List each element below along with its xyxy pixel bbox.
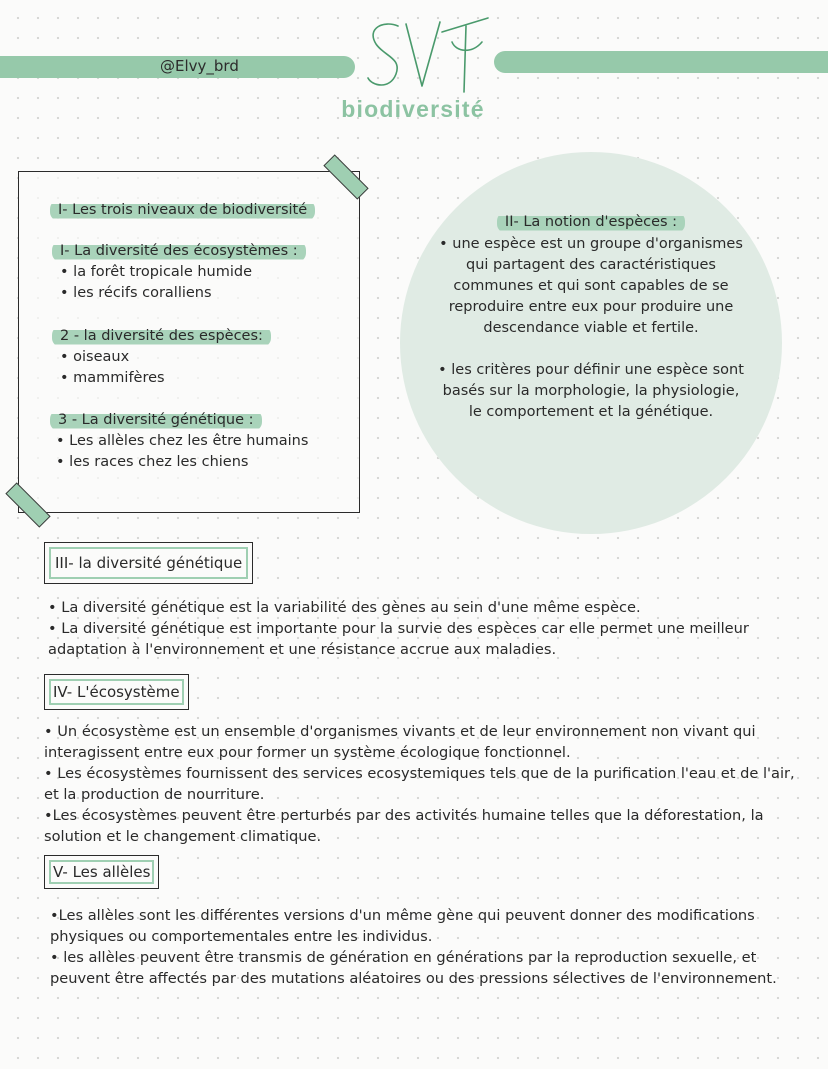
list-item: • les races chez les chiens [56, 454, 249, 470]
subsection-species-title: 2 - la diversité des espèces: [52, 326, 271, 347]
subsection-genetic-title: 3 - La diversité génétique : [50, 410, 262, 431]
text-line: solution et le changement climatique. [44, 828, 322, 845]
subsection-ecosystems-list [60, 262, 252, 304]
list-item: • les récifs coralliens [60, 285, 212, 301]
list-item: • Les allèles chez les être humains [56, 433, 309, 449]
text-line: •Les écosystèmes peuvent être perturbés par des activités humaine telles que la déforestation, la [44, 807, 764, 824]
section-5-text [50, 905, 777, 989]
section-3-heading: III- la diversité génétique [44, 542, 253, 584]
section-2-heading: II- La notion d'espèces : [400, 212, 782, 233]
section-4-text [44, 721, 795, 847]
author-handle: @Elvy_brd [160, 57, 239, 75]
page-subtitle: biodiversité [341, 96, 485, 122]
text-line: adaptation à l'environnement et une résistance accrue aux maladies. [48, 641, 557, 658]
section-4-heading: IV- L'écosystème [44, 674, 189, 710]
subsection-ecosystems-title: I- La diversité des écosystèmes : [52, 241, 306, 262]
title-text: SVT [429, 72, 431, 73]
section-3-text [48, 597, 749, 660]
subsection-genetic-list [56, 431, 308, 473]
text-line: • les allèles peuvent être transmis de génération en générations par la reproduction sexuelle, et [50, 949, 757, 966]
section-1-heading: I- Les trois niveaux de biodiversité [50, 200, 315, 221]
list-item: • la forêt tropicale humide [60, 264, 253, 280]
list-item: • oiseaux [60, 349, 130, 365]
section-5-heading: V- Les allèles [44, 855, 159, 889]
paragraph: • les critères pour définir une espèce sont basés sur la morphologie, la physiologie, le comportement et la génétique. [438, 362, 744, 420]
text-line: physiques ou comportementales entre les individus. [50, 928, 433, 945]
section-2-text [438, 234, 744, 423]
list-item: • mammifères [60, 370, 165, 386]
text-line: interagissent entre eux pour former un système écologique fonctionnel. [44, 744, 571, 761]
text-line: et la production de nourriture. [44, 786, 265, 803]
paragraph: • une espèce est un groupe d'organismes qui partagent des caractéristiques communes et qui sont capables de se reproduire entre eux pour produire une descendance viable et fertile. [439, 236, 743, 336]
text-line: • La diversité génétique est importante pour la survie des espèces car elle permet une meilleur [48, 620, 749, 637]
text-line: •Les allèles sont les différentes versions d'un même gène qui peuvent donner des modifications [50, 907, 755, 924]
subsection-species-list [60, 347, 165, 389]
header-bar-right [494, 51, 828, 73]
text-line: • La diversité génétique est la variabilité des gènes au sein d'une même espèce. [48, 599, 641, 616]
title-logo [360, 12, 500, 102]
text-line: peuvent être affectés par des mutations aléatoires ou des pressions sélectives de l'environnement. [50, 970, 777, 987]
text-line: • Les écosystèmes fournissent des services ecosystemiques tels que de la purification l'eau et de l'air, [44, 765, 795, 782]
text-line: • Un écosystème est un ensemble d'organismes vivants et de leur environnement non vivant qui [44, 723, 756, 740]
